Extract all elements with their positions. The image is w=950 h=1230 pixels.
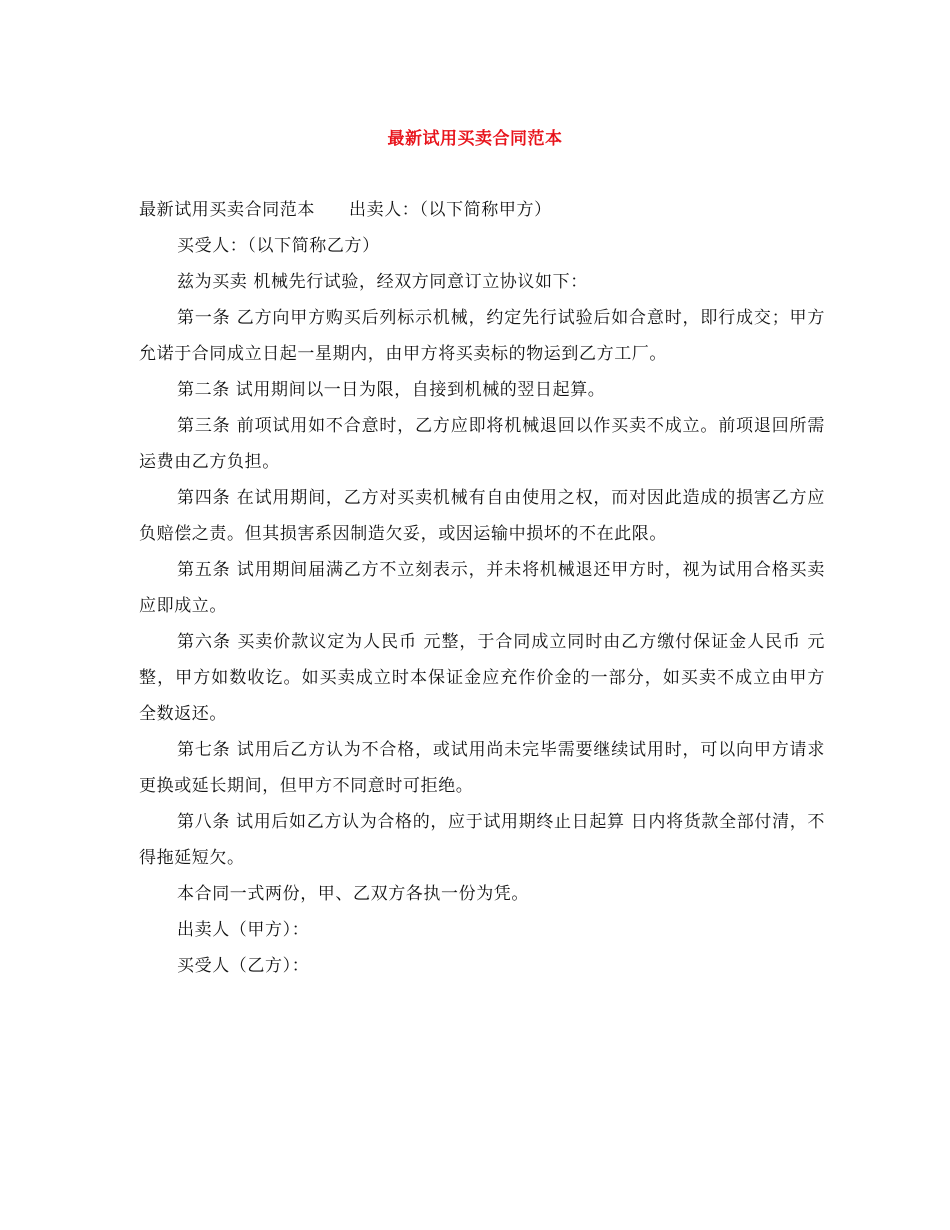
intro-line [139, 192, 825, 228]
article-8: 第八条 试用后如乙方认为合格的，应于试用期终止日起算 日内将货款全部付清，不得拖延短欠。 [139, 812, 825, 868]
buyer-signature: 买受人（乙方）： [177, 956, 310, 976]
article-5: 第五条 试用期间届满乙方不立刻表示，并未将机械退还甲方时，视为试用合格买卖应即成立。 [139, 560, 825, 616]
article-2: 第二条 试用期间以一日为限，自接到机械的翌日起算。 [177, 380, 606, 400]
seller-signature: 出卖人（甲方）： [177, 920, 310, 940]
seller-line: 出卖人：（以下简称甲方） [349, 200, 552, 220]
intro-title: 最新试用买卖合同范本 [139, 200, 315, 220]
contract-body [139, 192, 825, 984]
document-title: 最新试用买卖合同范本 [387, 129, 563, 149]
buyer-line: 买受人：（以下简称乙方） [177, 236, 380, 256]
article-1: 第一条 乙方向甲方购买后列标示机械，约定先行试验后如合意时，即行成交；甲方允诺于合同成立日起一星期内，由甲方将买卖标的物运到乙方工厂。 [139, 308, 825, 364]
article-3: 第三条 前项试用如不合意时，乙方应即将机械退回以作买卖不成立。前项退回所需运费由乙方负担。 [139, 416, 825, 472]
article-6: 第六条 买卖价款议定为人民币 元整，于合同成立同时由乙方缴付保证金人民币 元整，甲方如数收讫。如买卖成立时本保证金应充作价金的一部分，如买卖不成立由甲方全数返还。 [139, 632, 825, 724]
article-4: 第四条 在试用期间，乙方对买卖机械有自由使用之权，而对因此造成的损害乙方应负赔偿之责。但其损害系因制造欠妥，或因运输中损坏的不在此限。 [139, 488, 825, 544]
preamble: 兹为买卖 机械先行试验，经双方同意订立协议如下： [177, 272, 588, 292]
copies-clause: 本合同一式两份，甲、乙双方各执一份为凭。 [177, 884, 529, 904]
article-7: 第七条 试用后乙方认为不合格，或试用尚未完毕需要继续试用时，可以向甲方请求更换或延长期间，但甲方不同意时可拒绝。 [139, 740, 825, 796]
